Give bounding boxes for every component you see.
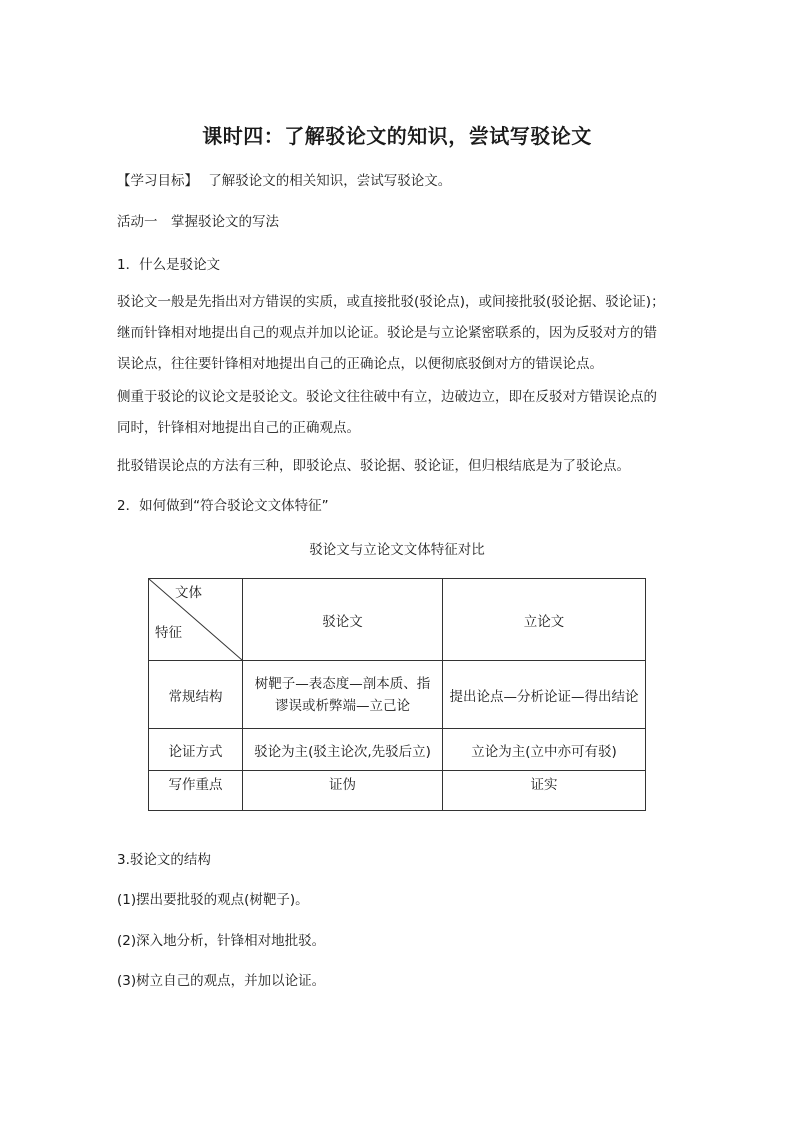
table-corner-cell xyxy=(149,579,243,661)
comparison-table xyxy=(148,578,646,811)
list-item: (3)树立自己的观点，并加以论证。 xyxy=(117,973,326,989)
section-1-paragraph-1 xyxy=(117,287,682,380)
activity-heading: 活动一 掌握驳论文的写法 xyxy=(117,214,279,230)
row-label: 写作重点 xyxy=(149,771,243,811)
table-row xyxy=(149,771,646,811)
section-1-paragraph-3 xyxy=(117,451,682,482)
learning-goal xyxy=(117,172,451,190)
table-row xyxy=(149,729,646,771)
table-caption: 驳论文与立论文文体特征对比 xyxy=(309,542,485,558)
corner-label-bottom: 特征 xyxy=(155,625,182,641)
row-label: 常规结构 xyxy=(149,661,243,729)
table-row xyxy=(149,661,646,729)
column-header: 立论文 xyxy=(443,579,646,661)
paragraph-line: 驳论文一般是先指出对方错误的实质，或直接批驳(驳论点)，或间接批驳(驳论据、驳论证)； xyxy=(117,294,665,310)
learning-goal-text: 了解驳论文的相关知识，尝试写驳论文。 xyxy=(208,173,452,189)
table-cell: 树靶子—表态度—剖本质、指谬误或析弊端—立己论 xyxy=(243,661,443,729)
paragraph-line: 误论点，往往要针锋相对地提出自己的正确论点，以便彻底驳倒对方的错误论点。 xyxy=(117,356,603,372)
corner-label-top: 文体 xyxy=(175,585,202,601)
paragraph-line: 同时，针锋相对地提出自己的正确观点。 xyxy=(117,420,360,436)
learning-goal-label: 【学习目标】 xyxy=(117,173,198,189)
section-2-heading: 2．如何做到“符合驳论文文体特征” xyxy=(117,498,329,514)
table-header-row xyxy=(149,579,646,661)
table-cell: 驳论为主(驳主论次,先驳后立) xyxy=(243,729,443,771)
list-item: (2)深入地分析，针锋相对地批驳。 xyxy=(117,933,326,949)
section-1-heading: 1．什么是驳论文 xyxy=(117,257,221,273)
table-cell: 提出论点—分析论证—得出结论 xyxy=(443,661,646,729)
section-1-paragraph-2 xyxy=(117,382,682,444)
page-title: 课时四：了解驳论文的知识，尝试写驳论文 xyxy=(202,124,592,148)
paragraph-line: 继而针锋相对地提出自己的观点并加以论证。驳论是与立论紧密联系的，因为反驳对方的错 xyxy=(117,325,657,341)
section-3-heading: 3.驳论文的结构 xyxy=(117,852,211,868)
row-label: 论证方式 xyxy=(149,729,243,771)
table-cell: 证伪 xyxy=(243,771,443,811)
list-item: (1)摆出要批驳的观点(树靶子)。 xyxy=(117,892,309,908)
paragraph-line: 批驳错误论点的方法有三种，即驳论点、驳论据、驳论证，但归根结底是为了驳论点。 xyxy=(117,458,630,474)
table-cell: 立论为主(立中亦可有驳) xyxy=(443,729,646,771)
column-header: 驳论文 xyxy=(243,579,443,661)
table-cell: 证实 xyxy=(443,771,646,811)
paragraph-line: 侧重于驳论的议论文是驳论文。驳论文往往破中有立，边破边立，即在反驳对方错误论点的 xyxy=(117,389,657,405)
